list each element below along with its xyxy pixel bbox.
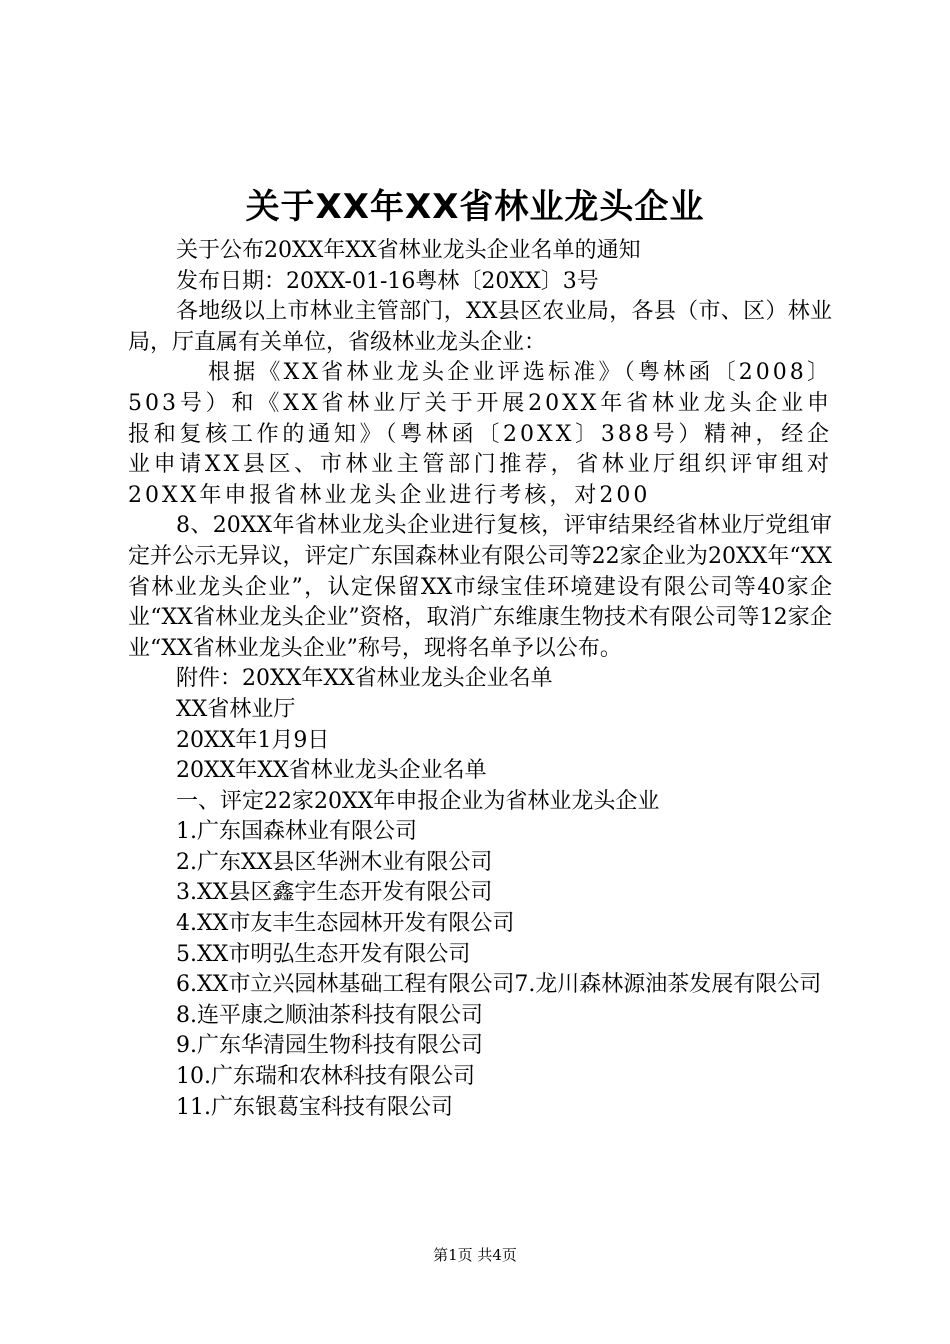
- body-paragraph: 8、20XX年省林业龙头企业进行复核，评审结果经省林业厅党组审定并公示无异议，评定广东国森林业有限公司等22家企业为20XX年“XX省林业龙头企业”，认定保留XX市绿宝佳环境建设有限公司等40家企业“XX省林业龙头企业”资格，取消广东维康生物技术有限公司等12家企业“XX省林业龙头企业”称号，现将名单予以公布。: [128, 513, 832, 661]
- notice-heading: 关于公布20XX年XX省林业龙头企业名单的通知: [176, 238, 641, 263]
- body-paragraph: 根据《XX省林业龙头企业评选标准》（粤林函〔2008〕503号）和《XX省林业厅关于开展20XX年省林业龙头企业申报和复核工作的通知》（粤林函〔20XX〕388号）精神，经企业申请XX县区、市林业主管部门推荐，省林业厅组织评审组对20XX年申报省林业龙头企业进行考核，对200: [128, 360, 832, 508]
- document-body: [128, 236, 832, 1123]
- list-item: 1.广东国森林业有限公司: [176, 819, 417, 845]
- attachment-line: 附件：20XX年XX省林业龙头企业名单: [176, 666, 553, 692]
- issue-date: 20XX年1月9日: [176, 727, 330, 753]
- list-item: 8.连平康之顺油茶科技有限公司: [176, 1002, 483, 1028]
- document-title: 关于XX年XX省林业龙头企业: [245, 187, 705, 227]
- issuer: XX省林业厅: [176, 696, 296, 722]
- list-item: 5.XX市明弘生态开发有限公司: [176, 941, 471, 967]
- page-footer: 第1页 共4页: [433, 1246, 517, 1264]
- list-item: 2.广东XX县区华洲木业有限公司: [176, 849, 493, 875]
- list-section-heading: 一、评定22家20XX年申报企业为省林业龙头企业: [176, 788, 660, 814]
- list-item: 3.XX县区鑫宇生态开发有限公司: [176, 880, 493, 906]
- list-item: 9.广东华清园生物科技有限公司: [176, 1033, 483, 1059]
- publish-date: 发布日期：20XX-01-16粤林〔20XX〕3号: [176, 268, 599, 294]
- list-item: 6.XX市立兴园林基础工程有限公司7.龙川森林源油茶发展有限公司: [176, 972, 822, 998]
- list-title: 20XX年XX省林业龙头企业名单: [176, 758, 487, 784]
- list-item: 11.广东银葛宝科技有限公司: [176, 1094, 453, 1120]
- recipients: 各地级以上市林业主管部门，XX县区农业局，各县（市、区）林业局，厅直属有关单位，省级林业龙头企业：: [128, 299, 832, 355]
- list-item: 10.广东瑞和农林科技有限公司: [176, 1064, 475, 1090]
- list-item: 4.XX市友丰生态园林开发有限公司: [176, 911, 515, 937]
